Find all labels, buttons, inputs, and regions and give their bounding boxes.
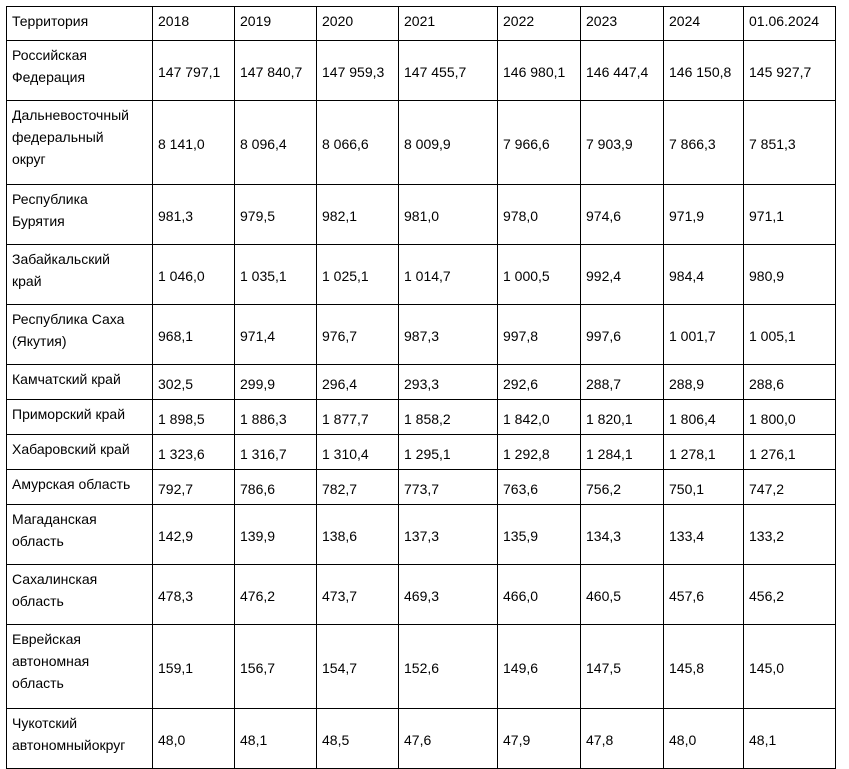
territory-name [7,625,153,709]
population-value: 1 323,6 [153,435,235,470]
population-value: 145,8 [664,625,744,709]
population-value: 1 800,0 [744,400,836,435]
territory-name [7,505,153,565]
population-value: 782,7 [317,470,399,505]
territory-name-line: область [12,675,64,691]
population-value: 1 820,1 [581,400,664,435]
population-value: 1 284,1 [581,435,664,470]
population-value: 460,5 [581,565,664,625]
territory-name [7,709,153,769]
population-value: 147,5 [581,625,664,709]
population-value: 1 035,1 [235,245,317,305]
table-row [7,185,836,245]
table-row [7,365,836,400]
territory-name [7,245,153,305]
population-value: 992,4 [581,245,664,305]
territory-name-line: Забайкальский [12,251,110,267]
population-value: 302,5 [153,365,235,400]
territory-name-line: (Якутия) [12,333,67,349]
population-value: 457,6 [664,565,744,625]
table-row [7,101,836,185]
territory-name-line: автономныйокруг [12,737,126,753]
territory-name [7,565,153,625]
population-value: 133,4 [664,505,744,565]
population-value: 147 455,7 [399,41,498,101]
population-value: 8 009,9 [399,101,498,185]
population-value: 974,6 [581,185,664,245]
table-row [7,245,836,305]
population-value: 976,7 [317,305,399,365]
header-year: 01.06.2024 [744,7,836,41]
population-value: 7 866,3 [664,101,744,185]
population-value: 147 840,7 [235,41,317,101]
population-value: 147 797,1 [153,41,235,101]
population-value: 1 046,0 [153,245,235,305]
table-row [7,565,836,625]
header-year: 2018 [153,7,235,41]
population-value: 1 806,4 [664,400,744,435]
header-year: 2021 [399,7,498,41]
territory-name [7,400,153,435]
table-row [7,305,836,365]
territory-name-line: Сахалинская [12,571,98,587]
population-value: 984,4 [664,245,744,305]
population-value: 1 005,1 [744,305,836,365]
territory-name-line: область [12,533,64,549]
population-value: 469,3 [399,565,498,625]
population-table [6,6,836,769]
population-value: 1 000,5 [498,245,581,305]
population-value: 293,3 [399,365,498,400]
population-value: 997,8 [498,305,581,365]
population-value: 7 903,9 [581,101,664,185]
population-value: 147 959,3 [317,41,399,101]
territory-name-line: автономная [12,653,90,669]
population-value: 149,6 [498,625,581,709]
population-value: 773,7 [399,470,498,505]
population-value: 146 980,1 [498,41,581,101]
header-row [7,7,836,41]
table-row [7,625,836,709]
population-value: 971,9 [664,185,744,245]
territory-name-line: Приморский край [12,406,126,422]
territory-name [7,101,153,185]
population-value: 47,9 [498,709,581,769]
population-value: 296,4 [317,365,399,400]
population-value: 978,0 [498,185,581,245]
header-year: 2019 [235,7,317,41]
population-value: 1 886,3 [235,400,317,435]
population-value: 292,6 [498,365,581,400]
header-year: 2022 [498,7,581,41]
population-value: 756,2 [581,470,664,505]
population-value: 792,7 [153,470,235,505]
population-value: 1 898,5 [153,400,235,435]
territory-name-line: Чукотский [12,715,78,731]
population-value: 1 316,7 [235,435,317,470]
population-value: 133,2 [744,505,836,565]
territory-name-line: Амурская область [12,476,131,492]
table-row [7,709,836,769]
population-value: 48,1 [235,709,317,769]
table-row [7,41,836,101]
population-value: 981,3 [153,185,235,245]
population-value: 146 447,4 [581,41,664,101]
territory-name-line: край [12,273,42,289]
territory-name-line: область [12,593,64,609]
population-value: 152,6 [399,625,498,709]
territory-name-line: Республика Саха [12,311,125,327]
population-value: 288,6 [744,365,836,400]
population-value: 47,8 [581,709,664,769]
population-value: 7 966,6 [498,101,581,185]
population-value: 154,7 [317,625,399,709]
population-value: 763,6 [498,470,581,505]
territory-name-line: Республика [12,191,88,207]
population-value: 135,9 [498,505,581,565]
territory-name-line: Магаданская [12,511,97,527]
population-value: 997,6 [581,305,664,365]
population-value: 466,0 [498,565,581,625]
population-value: 159,1 [153,625,235,709]
population-value: 145,0 [744,625,836,709]
population-value: 478,3 [153,565,235,625]
population-value: 750,1 [664,470,744,505]
population-value: 980,9 [744,245,836,305]
header-year: 2024 [664,7,744,41]
territory-name [7,305,153,365]
population-value: 48,0 [153,709,235,769]
territory-name [7,470,153,505]
population-value: 48,1 [744,709,836,769]
territory-name [7,41,153,101]
table-row [7,470,836,505]
population-value: 8 096,4 [235,101,317,185]
territory-name-line: Еврейская [12,631,81,647]
header-territory: Территория [7,7,153,41]
table-row [7,400,836,435]
population-value: 979,5 [235,185,317,245]
population-value: 288,9 [664,365,744,400]
header-year: 2020 [317,7,399,41]
territory-name [7,365,153,400]
population-value: 747,2 [744,470,836,505]
territory-name-line: округ [12,151,46,167]
territory-name-line: Бурятия [12,213,65,229]
population-value: 156,7 [235,625,317,709]
population-value: 1 842,0 [498,400,581,435]
population-value: 8 141,0 [153,101,235,185]
territory-name [7,185,153,245]
territory-name-line: Российская [12,47,87,63]
population-value: 456,2 [744,565,836,625]
population-value: 48,0 [664,709,744,769]
population-value: 1 001,7 [664,305,744,365]
population-value: 1 295,1 [399,435,498,470]
population-value: 982,1 [317,185,399,245]
territory-name-line: федеральный [12,129,104,145]
population-value: 1 858,2 [399,400,498,435]
table-body [7,41,836,769]
population-value: 8 066,6 [317,101,399,185]
population-value: 146 150,8 [664,41,744,101]
population-value: 1 877,7 [317,400,399,435]
population-value: 299,9 [235,365,317,400]
population-value: 476,2 [235,565,317,625]
population-value: 1 278,1 [664,435,744,470]
table-row [7,505,836,565]
territory-name-line: Камчатский край [12,371,121,387]
population-value: 47,6 [399,709,498,769]
territory-name [7,435,153,470]
population-value: 981,0 [399,185,498,245]
territory-name-line: Дальневосточный [12,107,129,123]
population-value: 1 025,1 [317,245,399,305]
population-value: 7 851,3 [744,101,836,185]
population-value: 288,7 [581,365,664,400]
population-value: 48,5 [317,709,399,769]
territory-name-line: Федерация [12,69,86,85]
population-value: 1 014,7 [399,245,498,305]
population-value: 137,3 [399,505,498,565]
population-value: 473,7 [317,565,399,625]
population-value: 1 310,4 [317,435,399,470]
territory-name-line: Хабаровский край [12,441,130,457]
population-value: 786,6 [235,470,317,505]
population-value: 138,6 [317,505,399,565]
population-value: 987,3 [399,305,498,365]
population-value: 1 292,8 [498,435,581,470]
population-value: 971,4 [235,305,317,365]
population-value: 1 276,1 [744,435,836,470]
population-value: 971,1 [744,185,836,245]
population-value: 968,1 [153,305,235,365]
population-value: 142,9 [153,505,235,565]
population-value: 134,3 [581,505,664,565]
header-year: 2023 [581,7,664,41]
population-value: 145 927,7 [744,41,836,101]
population-value: 139,9 [235,505,317,565]
table-row [7,435,836,470]
